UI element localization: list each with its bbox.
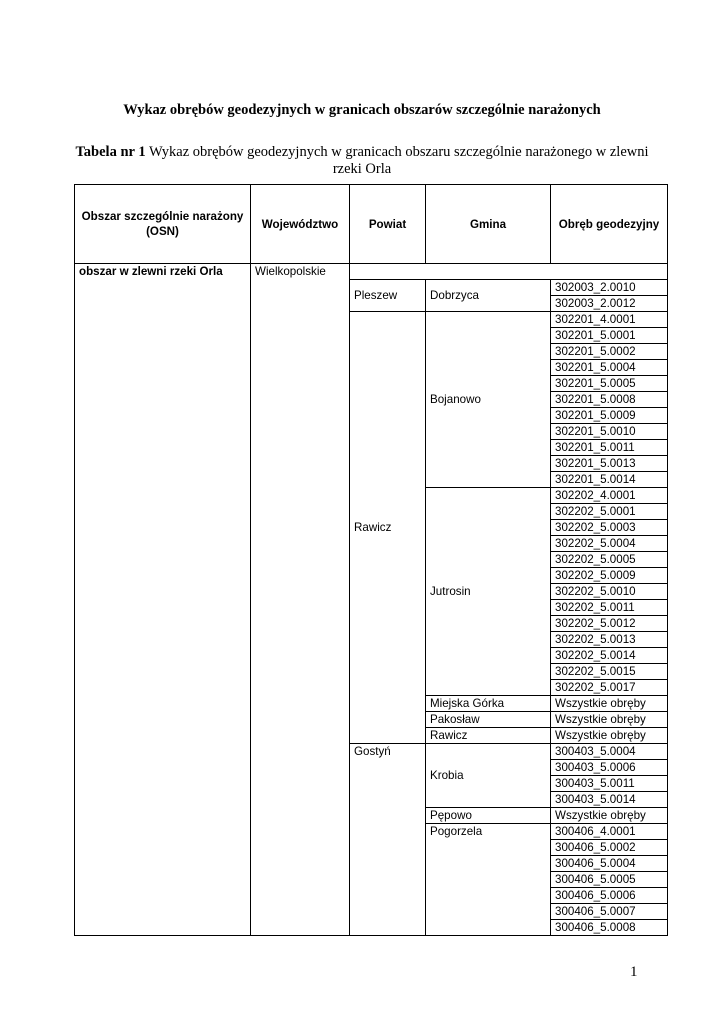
obreb-cell: 300403_5.0014 — [551, 792, 668, 808]
obreb-cell: Wszystkie obręby — [551, 808, 668, 824]
obreb-cell: 302003_2.0010 — [551, 280, 668, 296]
obreb-cell: 302202_5.0010 — [551, 584, 668, 600]
table-caption-prefix: Tabela nr 1 — [75, 144, 146, 160]
obreb-cell: 302202_5.0012 — [551, 616, 668, 632]
obreby-table — [74, 184, 668, 936]
osn-cell: obszar w zlewni rzeki Orla — [75, 264, 251, 936]
obreb-cell: 302201_5.0005 — [551, 376, 668, 392]
table-caption — [60, 144, 664, 178]
gmina-cell: Krobia — [426, 744, 551, 808]
obreb-cell: 302202_5.0004 — [551, 536, 668, 552]
obreb-cell: Wszystkie obręby — [551, 728, 668, 744]
table-caption-text: Wykaz obrębów geodezyjnych w granicach obszaru szczególnie narażonego w zlewni rzeki Orla — [148, 144, 649, 177]
obreb-cell: 300406_5.0004 — [551, 856, 668, 872]
obreb-cell: 302201_5.0008 — [551, 392, 668, 408]
table-header-row — [75, 185, 668, 264]
gmina-cell: Dobrzyca — [426, 280, 551, 312]
obreb-cell: Wszystkie obręby — [551, 696, 668, 712]
gmina-cell: Miejska Górka — [426, 696, 551, 712]
obreb-cell: 302202_5.0003 — [551, 520, 668, 536]
obreb-cell: Wszystkie obręby — [551, 712, 668, 728]
obreb-cell: 302202_5.0001 — [551, 504, 668, 520]
obreb-cell: 302201_5.0002 — [551, 344, 668, 360]
gmina-cell: Pępowo — [426, 808, 551, 824]
header-wojewodztwo: Województwo — [251, 185, 350, 264]
obreb-cell: 302202_5.0013 — [551, 632, 668, 648]
obreb-cell: 302201_5.0004 — [551, 360, 668, 376]
obreb-cell: 300406_5.0002 — [551, 840, 668, 856]
obreb-cell: 300406_5.0008 — [551, 920, 668, 936]
obreb-cell: 300406_5.0006 — [551, 888, 668, 904]
gmina-cell: Bojanowo — [426, 312, 551, 488]
document-title: Wykaz obrębów geodezyjnych w granicach obszarów szczególnie narażonych — [123, 102, 601, 118]
powiat-cell: Pleszew — [350, 280, 426, 312]
page-number: 1 — [630, 964, 638, 980]
obreb-cell: 300403_5.0006 — [551, 760, 668, 776]
obreb-cell: 300406_5.0005 — [551, 872, 668, 888]
obreb-cell: 302202_5.0014 — [551, 648, 668, 664]
obreb-cell: 300403_5.0004 — [551, 744, 668, 760]
obreb-cell: 302202_5.0011 — [551, 600, 668, 616]
spacer-cell — [350, 264, 668, 280]
obreb-cell: 300406_4.0001 — [551, 824, 668, 840]
header-obreb: Obręb geodezyjny — [551, 185, 668, 264]
header-powiat: Powiat — [350, 185, 426, 264]
obreb-cell: 302201_4.0001 — [551, 312, 668, 328]
obreb-cell: 300403_5.0011 — [551, 776, 668, 792]
obreb-cell: 302201_5.0001 — [551, 328, 668, 344]
spacer-row — [75, 264, 668, 280]
powiat-cell: Rawicz — [350, 312, 426, 744]
gmina-cell: Pakosław — [426, 712, 551, 728]
obreb-cell: 300406_5.0007 — [551, 904, 668, 920]
header-osn: Obszar szczególnie narażony (OSN) — [75, 185, 251, 264]
obreb-cell: 302202_5.0017 — [551, 680, 668, 696]
obreb-cell: 302201_5.0014 — [551, 472, 668, 488]
table-body — [75, 264, 668, 936]
obreb-cell: 302202_5.0005 — [551, 552, 668, 568]
obreb-cell: 302003_2.0012 — [551, 296, 668, 312]
obreb-cell: 302202_4.0001 — [551, 488, 668, 504]
obreb-cell: 302201_5.0011 — [551, 440, 668, 456]
obreb-cell: 302202_5.0009 — [551, 568, 668, 584]
obreb-cell: 302201_5.0009 — [551, 408, 668, 424]
powiat-cell: Gostyń — [350, 744, 426, 936]
gmina-cell: Rawicz — [426, 728, 551, 744]
gmina-cell: Pogorzela — [426, 824, 551, 936]
wojewodztwo-cell: Wielkopolskie — [251, 264, 350, 936]
obreb-cell: 302201_5.0010 — [551, 424, 668, 440]
header-gmina: Gmina — [426, 185, 551, 264]
gmina-cell: Jutrosin — [426, 488, 551, 696]
obreb-cell: 302201_5.0013 — [551, 456, 668, 472]
obreb-cell: 302202_5.0015 — [551, 664, 668, 680]
